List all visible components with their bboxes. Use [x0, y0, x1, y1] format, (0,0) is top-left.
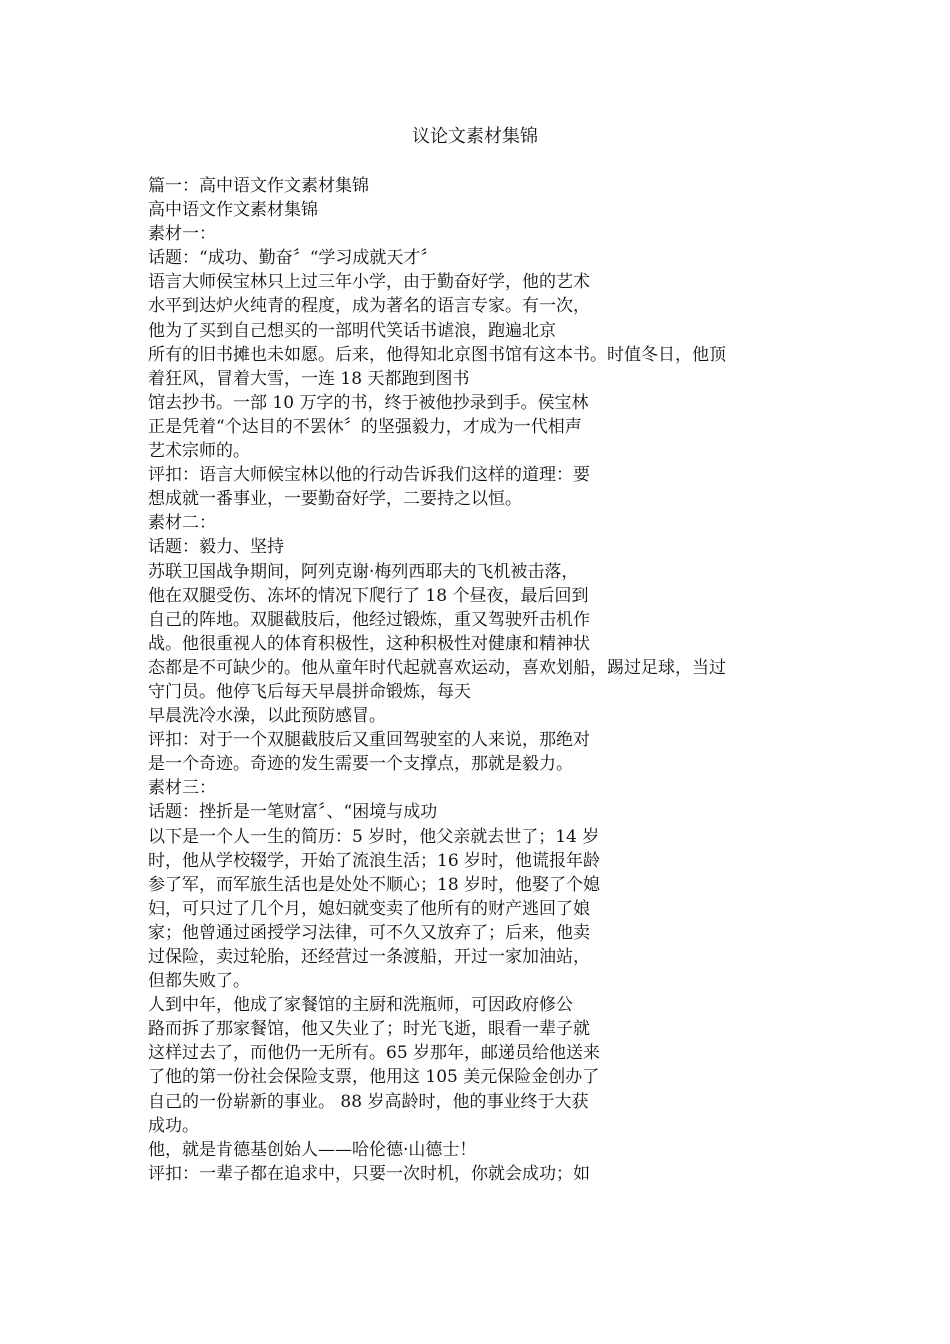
text-line: 他为了买到自己想买的一部明代笑话书谑浪，跑遍北京	[148, 320, 556, 341]
text-line: 所有的旧书摊也未如愿。后来，他得知北京图书馆有这本书。时值冬日，他顶	[148, 344, 726, 365]
text-line: 他在双腿受伤、冻坏的情况下爬行了 18 个昼夜，最后回到	[148, 585, 589, 606]
text-line: 守门员。他停飞后每天早晨拼命锻炼，每天	[148, 681, 471, 702]
document-body	[148, 174, 848, 1186]
text-line: 高中语文作文素材集锦	[148, 200, 318, 221]
text-line: 他，就是肯德基创始人——哈伦德·山德士！	[148, 1139, 477, 1160]
text-line: 这样过去了，而他仍一无所有。65 岁那年，邮递员给他送来	[148, 1043, 601, 1064]
text-line: 战。他很重视人的体育积极性，这种积极性对健康和精神状	[148, 633, 590, 654]
text-line: 话题：挫折是一笔财富〞、“困境与成功	[148, 802, 438, 823]
text-line: 态都是不可缺少的。他从童年时代起就喜欢运动，喜欢划船，踢过足球，当过	[148, 657, 726, 678]
text-line: 成功。	[148, 1115, 199, 1136]
text-line: 自己的阵地。双腿截肢后，他经过锻炼，重又驾驶歼击机作	[148, 609, 590, 630]
text-line: 路而拆了那家餐馆，他又失业了；时光飞逝，眼看一辈子就	[148, 1019, 590, 1040]
text-line: 参了军，而军旅生活也是处处不顺心；18 岁时，他娶了个媳	[148, 874, 601, 895]
text-line: 评扣：一辈子都在追求中，只要一次时机，你就会成功；如	[148, 1163, 590, 1184]
text-line: 素材三：	[148, 778, 216, 799]
text-line: 早晨洗冷水澡，以此预防感冒。	[148, 706, 386, 727]
text-line: 评扣：对于一个双腿截肢后又重回驾驶室的人来说，那绝对	[148, 730, 590, 751]
text-line: 过保险，卖过轮胎，还经营过一条渡船，开过一家加油站，	[148, 947, 590, 967]
text-line: 语言大师侯宝林只上过三年小学，由于勤奋好学，他的艺术	[148, 272, 590, 293]
text-line: 了他的第一份社会保险支票，他用这 105 美元保险金创办了	[148, 1067, 600, 1088]
text-line: 素材二：	[148, 513, 216, 534]
text-line: 水平到达炉火纯青的程度，成为著名的语言专家。有一次，	[148, 296, 590, 317]
text-line: 馆去抄书。一部 10 万字的书，终于被他抄录到手。侯宝林	[148, 392, 589, 413]
text-line: 以下是一个人一生的简历：5 岁时，他父亲就去世了；14 岁	[148, 826, 600, 847]
document-title: 议论文素材集锦	[412, 126, 538, 147]
text-line: 评扣：语言大师候宝林以他的行动告诉我们这样的道理：要	[148, 465, 590, 486]
text-line: 篇一：高中语文作文素材集锦	[148, 176, 369, 196]
text-line: 着狂风，冒着大雪，一连 18 天都跑到图书	[148, 368, 470, 389]
text-line: 是一个奇迹。奇迹的发生需要一个支撑点，那就是毅力。	[148, 754, 573, 775]
text-line: 想成就一番事业，一要勤奋好学，二要持之以恒。	[148, 489, 522, 510]
text-line: 艺术宗师的。	[148, 441, 250, 462]
text-line: 人到中年，他成了家餐馆的主厨和洗瓶师，可因政府修公	[148, 995, 573, 1016]
text-line: 素材一：	[148, 224, 216, 245]
text-line: 但都失败了。	[148, 971, 250, 992]
text-line: 时，他从学校辍学，开始了流浪生活；16 岁时，他谎报年龄	[148, 850, 601, 871]
text-line: 正是凭着“个达目的不罢休〞的坚强毅力，才成为一代相声	[148, 416, 582, 437]
text-line: 妇，可只过了几个月，媳妇就变卖了他所有的财产逃回了娘	[148, 898, 590, 919]
text-line: 自己的一份崭新的事业。 88 岁高龄时，他的事业终于大获	[148, 1091, 589, 1112]
text-line: 苏联卫国战争期间，阿列克谢·梅列西耶夫的飞机被击落，	[148, 561, 579, 582]
text-line: 家；他曾通过函授学习法律，可不久又放弃了；后来，他卖	[148, 922, 590, 943]
text-line: 话题：“成功、勤奋〞“学习成就天才〞	[148, 248, 438, 269]
text-line: 话题：毅力、坚持	[148, 537, 284, 558]
